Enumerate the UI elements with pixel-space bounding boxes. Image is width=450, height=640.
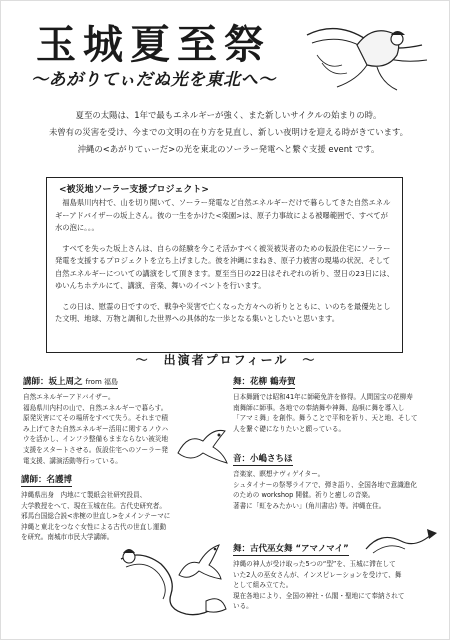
- bio-line: 日本舞踊では昭和41年に師範免許を修得。人間国宝の花柳寿: [233, 393, 413, 401]
- event-title: 玉城夏至祭: [36, 21, 271, 68]
- bio-line: 沖縄の神人が受け取った5つの“型”を、玉城に滞在して: [233, 560, 396, 568]
- intro-line: 夏至の太陽は、1年で最もエネルギーが強く、また新しいサイクルの始まりの時。: [75, 110, 382, 120]
- event-subtitle: ～あがりてぃだぬ光を東北へ～: [31, 70, 276, 90]
- support-paragraph: 福島県川内村で、山を切り開いて、ソーラー発電など自然エネルギーだけで暮らしてきた自然エネルギーアドバイザーの坂上さん。彼の一生をかけた<楽園>は、原子力事故による被曝範囲で、すべてが水の泡に。。。: [55, 198, 391, 232]
- support-paragraph: この日は、慰霊の日ですので、戦争や災害で亡くなった方々への祈りとともに、いのちを最優先とした文明、地球、万物と調和した世界への具体的な一歩となる集いとしたいと思います。: [55, 301, 391, 323]
- bio-line: いる。: [233, 602, 253, 611]
- support-project-box: [46, 177, 403, 353]
- bio-line: 現在各地により、全国の神社・仏閣・聖地にて奉納されて: [233, 591, 405, 600]
- bio-line: 人を繋ぐ礎になりたいと願っている。: [233, 424, 346, 433]
- intro-line: 未曾有の災害を受け、今までの文明の在り方を見直し、新しい夜明けを迎える時がきています。: [48, 127, 409, 137]
- bird-illustration: [173, 423, 231, 467]
- performer-kojima: [233, 446, 443, 511]
- bio-line: 大学教授をへて、現在玉城在住。古代史研究者。: [21, 501, 166, 510]
- performer-name: [233, 375, 295, 389]
- bio-line: 沖縄と東北をつなぐ女性による古代の世直し運動: [21, 522, 167, 531]
- performer-bio: [233, 469, 443, 511]
- bio-line: 著書に「虹をみたかい」(角川書店) 等。沖縄在住。: [233, 501, 386, 510]
- bio-line: として組み立てた。: [233, 581, 293, 590]
- performer-origin: from 福島: [85, 378, 118, 386]
- performer-role: 音：小嶋さちほ: [233, 454, 293, 464]
- bio-line: 原発災害にてその場所をすべて失う。それまで積: [23, 414, 168, 423]
- flying-angel-illustration: [297, 15, 437, 95]
- performer-bio: [21, 490, 226, 543]
- performer-role: 舞：古代巫女舞 “アマノマイ”: [233, 544, 349, 554]
- dragon-illustration: [361, 521, 441, 561]
- performer-name: [21, 473, 72, 487]
- bio-line: み上げてきた自然エネルギー活用に関するノウハ: [23, 424, 169, 433]
- bio-line: 「アマミ舞」を創作。舞うことで平和を祈り、天と地、そして: [233, 414, 418, 423]
- profiles-header: ～ 出演者プロフィール ～: [135, 353, 317, 367]
- bio-line: ウを活かし、インフラ整備もままならない被災地: [23, 435, 169, 444]
- bio-line: シュタイナーの祭琴ライアで、弾き語り、全国各地で意識進化: [233, 480, 418, 489]
- performer-name: [233, 452, 293, 466]
- bio-line: 音楽家、瞑想ナヴィゲイター。: [233, 470, 325, 478]
- mermaid-illustration: [111, 539, 231, 619]
- bio-line: いた2人の巫女さんが、インスピレーションを受けて、舞: [233, 570, 402, 579]
- performer-name: [233, 542, 349, 556]
- bio-line: 電支援、講演活動等行っている。: [23, 456, 122, 465]
- bio-line: 福島県川内村の山で、自然エネルギーで暮らす。: [23, 403, 168, 412]
- performer-name: [23, 375, 118, 389]
- support-paragraph: すべてを失った坂上さんは、自らの経験を今こそ活かすべく被災被災者のための仮設住宅にソーラー発電を支援するプロジェクトを立ち上げました。彼を沖縄にまねき、原子力被害の現場の状況、そして自然エネルギーについての講演をして頂きます。夏至当日の22日はそれぞれの祈り、翌日の23日には、ゆいんちホテルにて、講演、音楽、舞いのイベントを行います。: [55, 243, 394, 290]
- intro-line: 沖縄の<あがりてぃーだ>の光を東北のソーラー発電へと繋ぐ支援 event です。: [77, 144, 380, 154]
- bio-line: 自然エネルギーアドバイザー。: [23, 393, 115, 401]
- performer-bio: [233, 559, 443, 612]
- support-project-title: <被災地ソーラー支援プロジェクト>: [59, 185, 209, 195]
- performer-nago: [21, 467, 226, 543]
- bio-line: 支援をスタートさせる。仮設住宅へのソーラー発: [23, 445, 168, 454]
- performer-bio: [233, 392, 443, 434]
- performer-hanayagi: [233, 369, 443, 434]
- intro-text: [21, 107, 436, 158]
- bio-line: 邪馬台国総合説<赤椀の世直し>をメインテーマに: [21, 512, 171, 521]
- performer-role: 講師：名護博: [21, 475, 73, 485]
- bio-line: を研究。南城市市民大学講師。: [21, 533, 114, 542]
- performer-role: 講師：坂上周之: [23, 377, 83, 387]
- bio-line: 南舞師に師事。各地での奉納舞や神舞、島唄に舞を導入し: [233, 403, 405, 412]
- bio-line: のための workshop 開催。祈りと癒しの音楽。: [233, 491, 375, 500]
- bio-line: 沖縄県出身 内地にて製紙会社研究投員、: [21, 491, 147, 499]
- performer-role: 舞：花柳 鶴寿賀: [233, 377, 296, 387]
